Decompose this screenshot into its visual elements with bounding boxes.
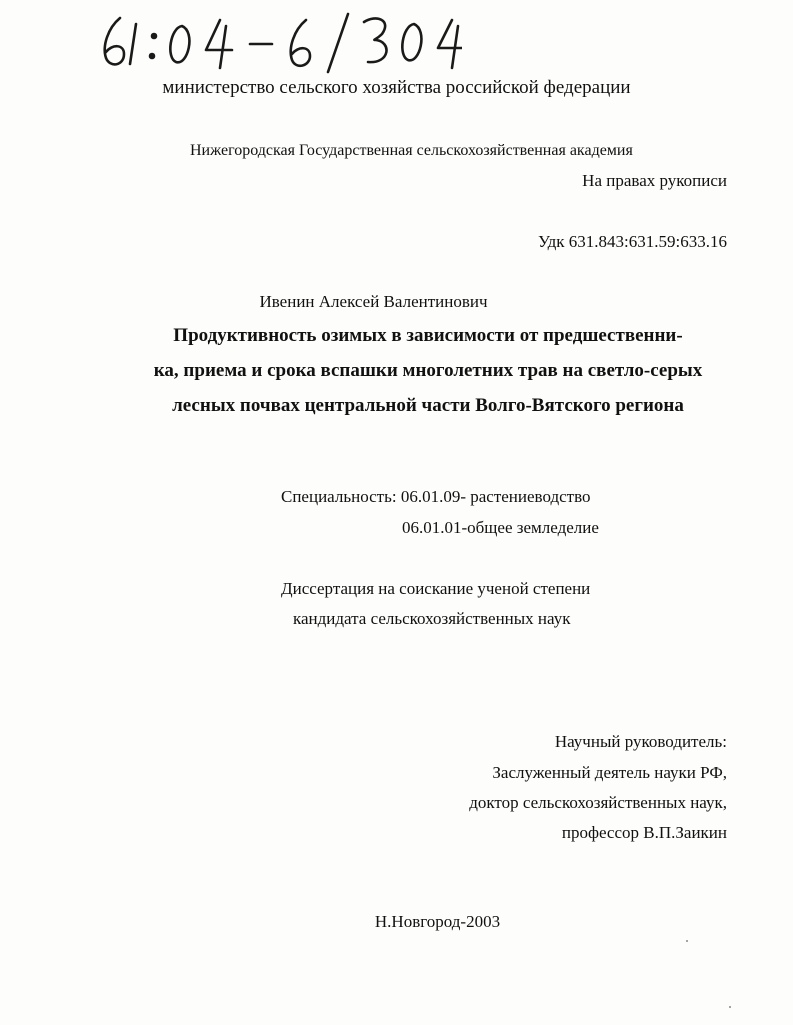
author-name: Ивенин Алексей Валентинович [259, 292, 488, 311]
academy-name: Нижегородская Государственная сельскохозяйственная академия [190, 142, 633, 159]
supervisor-title: Заслуженный деятель науки РФ, [492, 763, 727, 782]
title-line: ка, приема и срока вспашки многолетних трав на светло-серых [153, 360, 703, 381]
degree-line-1: Диссертация на соискание ученой степени [281, 579, 591, 598]
title-line: Продуктивность озимых в зависимости от предшественни- [173, 325, 683, 346]
udc-code: Удк 631.843:631.59:633.16 [537, 232, 727, 251]
handwritten-archive-mark [92, 6, 462, 76]
scan-speck [729, 1006, 731, 1008]
supervisor-heading: Научный руководитель: [554, 732, 727, 751]
ministry-heading: министерство сельского хозяйства российской федерации [162, 77, 631, 98]
supervisor-name: профессор В.П.Заикин [561, 823, 727, 842]
city-year: Н.Новгород-2003 [374, 912, 501, 931]
specialty-primary: Специальность: 06.01.09- растениеводство [281, 487, 591, 506]
dissertation-title [118, 318, 738, 423]
scan-speck [686, 940, 688, 942]
title-line: лесных почвах центральной части Волго-Вятского региона [172, 395, 684, 416]
specialty-secondary: 06.01.01-общее земледелие [402, 518, 599, 537]
degree-line-2: кандидата сельскохозяйственных наук [293, 609, 571, 628]
manuscript-note: На правах рукописи [582, 171, 727, 190]
supervisor-degree: доктор сельскохозяйственных наук, [469, 793, 727, 812]
